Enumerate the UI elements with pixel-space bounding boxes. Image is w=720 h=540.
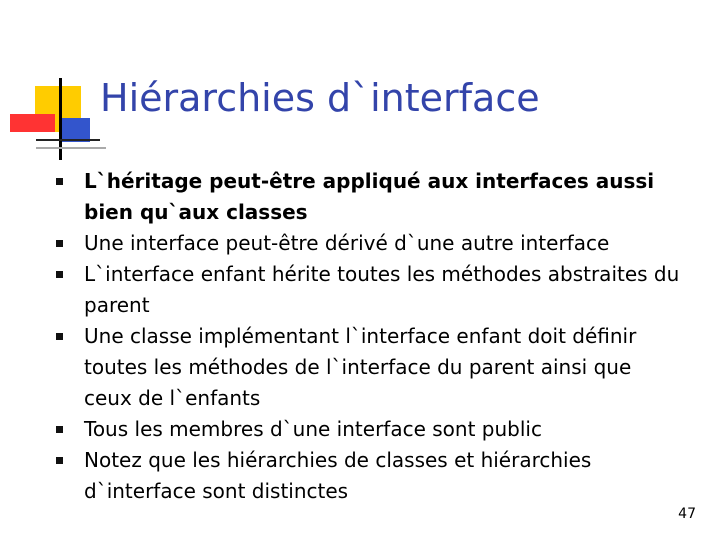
bullet-text: Une interface peut-être dérivé d`une autre interface [84,231,610,255]
logo-horizontal-line [36,139,100,141]
bullet-text: L`interface enfant hérite toutes les méthodes abstraites du parent [84,262,680,317]
logo-horizontal-line-gray [36,147,106,149]
bullet-item [0,414,684,445]
slide-title: Hiérarchies d`interface [100,76,540,120]
square-bullet-icon [56,240,63,247]
page-number: 47 [678,506,696,522]
bullet-text: Notez que les hiérarchies de classes et hiérarchies d`interface sont distinctes [84,448,592,503]
bullet-item [0,321,684,414]
bullet-item [0,445,684,507]
square-bullet-icon [56,457,63,464]
bullet-list [0,166,720,507]
decorative-logo-icon [0,0,100,170]
square-bullet-icon [56,178,63,185]
bullet-item [0,259,684,321]
square-bullet-icon [56,426,63,433]
square-bullet-icon [56,271,63,278]
bullet-text: Tous les membres d`une interface sont public [84,417,542,441]
bullet-text: L`héritage peut-être appliqué aux interfaces aussi bien qu`aux classes [84,169,655,224]
square-bullet-icon [56,333,63,340]
bullet-item [0,166,684,228]
bullet-item [0,228,684,259]
bullet-text: Une classe implémentant l`interface enfant doit définir toutes les méthodes de l`interface du parent ainsi que ceux de l`enfants [84,324,637,410]
logo-red-bar [10,114,55,132]
